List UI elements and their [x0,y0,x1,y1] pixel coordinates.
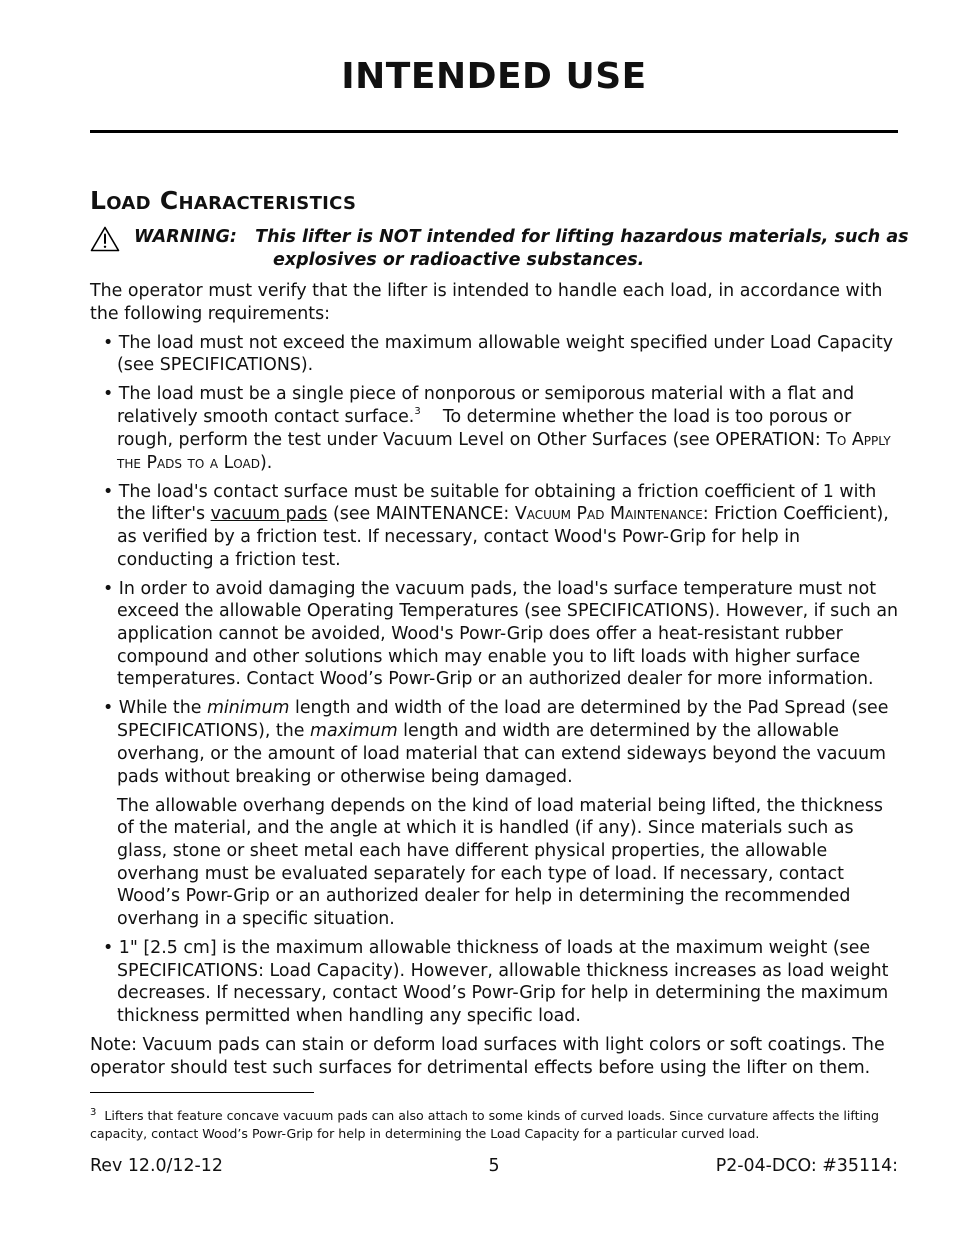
cross-reference: To Apply the Pads to a Load [117,429,891,473]
footnote-text: Lifters that feature concave vacuum pads can also attach to some kinds of curved loads. Since curvature affects the lifting capacity, contact Wood’s Powr-Grip for help in determining the Load Capacity for a particular curved load. [90,1108,879,1141]
footnote-reference: 3 [414,406,421,418]
page-title: INTENDED USE [341,56,647,97]
emphasis: minimum [206,698,290,719]
bullet-text: (see MAINTENANCE: [332,504,510,525]
warning-triangle-icon [90,226,120,252]
cross-reference: Vacuum Pad Maintenance [514,504,703,525]
bullet-friction [90,481,902,572]
document-code: P2-04-DCO: #35114: [715,1156,898,1176]
warning-line-2: explosives or radioactive substances. [273,250,645,270]
warning-line-1 [134,226,909,249]
bullet-text: • The load must be a single piece of nonporous or semiporous material with a flat and relatively smooth contact surface. [103,384,855,428]
intro-paragraph: The operator must verify that the lifter is intended to handle each load, in accordance with the following requirements: [90,281,883,324]
footnote-mark: 3 [90,1107,97,1118]
bullet-text: To determine whether the load is too porous or rough, perform the test under Vacuum Level on Other Surfaces (see OPERATION: [117,407,852,450]
warning-label: WARNING: [134,227,237,247]
footnote-divider [90,1092,314,1093]
emphasis: maximum [310,721,398,742]
title-divider [90,130,898,133]
overhang-paragraph: The allowable overhang depends on the kind of load material being lifted, the thickness of the material, and the angle at which it is handled (if any). Since materials such as glass, stone or sheet metal each have different physical properties, the allowable overhang must be evaluated separately for each type of load. If necessary, contact Wood’s Powr-Grip or an authorized dealer for help in determining the recommended overhang in a specific situation. [117,795,883,930]
bullet-thickness: • 1" [2.5 cm] is the maximum allowable thickness of loads at the maximum weight (see SPECIFICATIONS: Load Capacity). However, allowable thickness increases as load weight decreases. If necessary, contact Wood’s Powr-Grip for help in determining the maximum thickness permitted when handling any specific load. [103,938,889,1027]
warning-text-1: This lifter is NOT intended for lifting hazardous materials, such as [255,227,909,247]
section-heading: Load Characteristics [90,186,357,215]
bullet-text: length and width of the load are determined by the Pad Spread (see SPECIFICATIONS), the [117,698,889,742]
bullet-dimensions [90,697,902,788]
footnote [90,1104,898,1143]
bullet-text: length and width are determined by the allowable overhang, or the amount of load material that can extend sideways beyond the vacuum pads without breaking or otherwise being damaged. [117,721,887,787]
note-paragraph: Note: Vacuum pads can stain or deform load surfaces with light colors or soft coatings. The operator should test such surfaces for detrimental effects before using the lifter on them. [90,1035,885,1078]
bullet-load-material [90,383,902,474]
bullet-load-weight: • The load must not exceed the maximum allowable weight specified under Load Capacity (see SPECIFICATIONS). [103,332,894,376]
page-footer [90,1156,898,1178]
bullet-text: • While the [103,698,202,719]
body-text [90,280,902,1086]
revision-label: Rev 12.0/12-12 [90,1156,223,1176]
bullet-temperature: • In order to avoid damaging the vacuum pads, the load's surface temperature must not exceed the allowable Operating Temperatures (see SPECIFICATIONS). However, if such an application cannot be avoided, Wood's Powr-Grip does offer a heat-resistant rubber compound and other solutions which may enable you to lift loads with higher surface temperatures. Contact Wood’s Powr-Grip or an authorized dealer for more information. [103,578,899,690]
bullet-text: ). [259,452,273,473]
page-number: 5 [488,1156,500,1176]
bullet-text: : Friction Coefficient), as verified by a friction test. If necessary, contact Wood's Powr-Grip for help in conducting a friction test. [117,504,889,570]
vacuum-pads-link[interactable]: vacuum pads [210,504,328,525]
bullet-text: • The load's contact surface must be suitable for obtaining a friction coefficient of 1 with the lifter's [103,481,877,525]
